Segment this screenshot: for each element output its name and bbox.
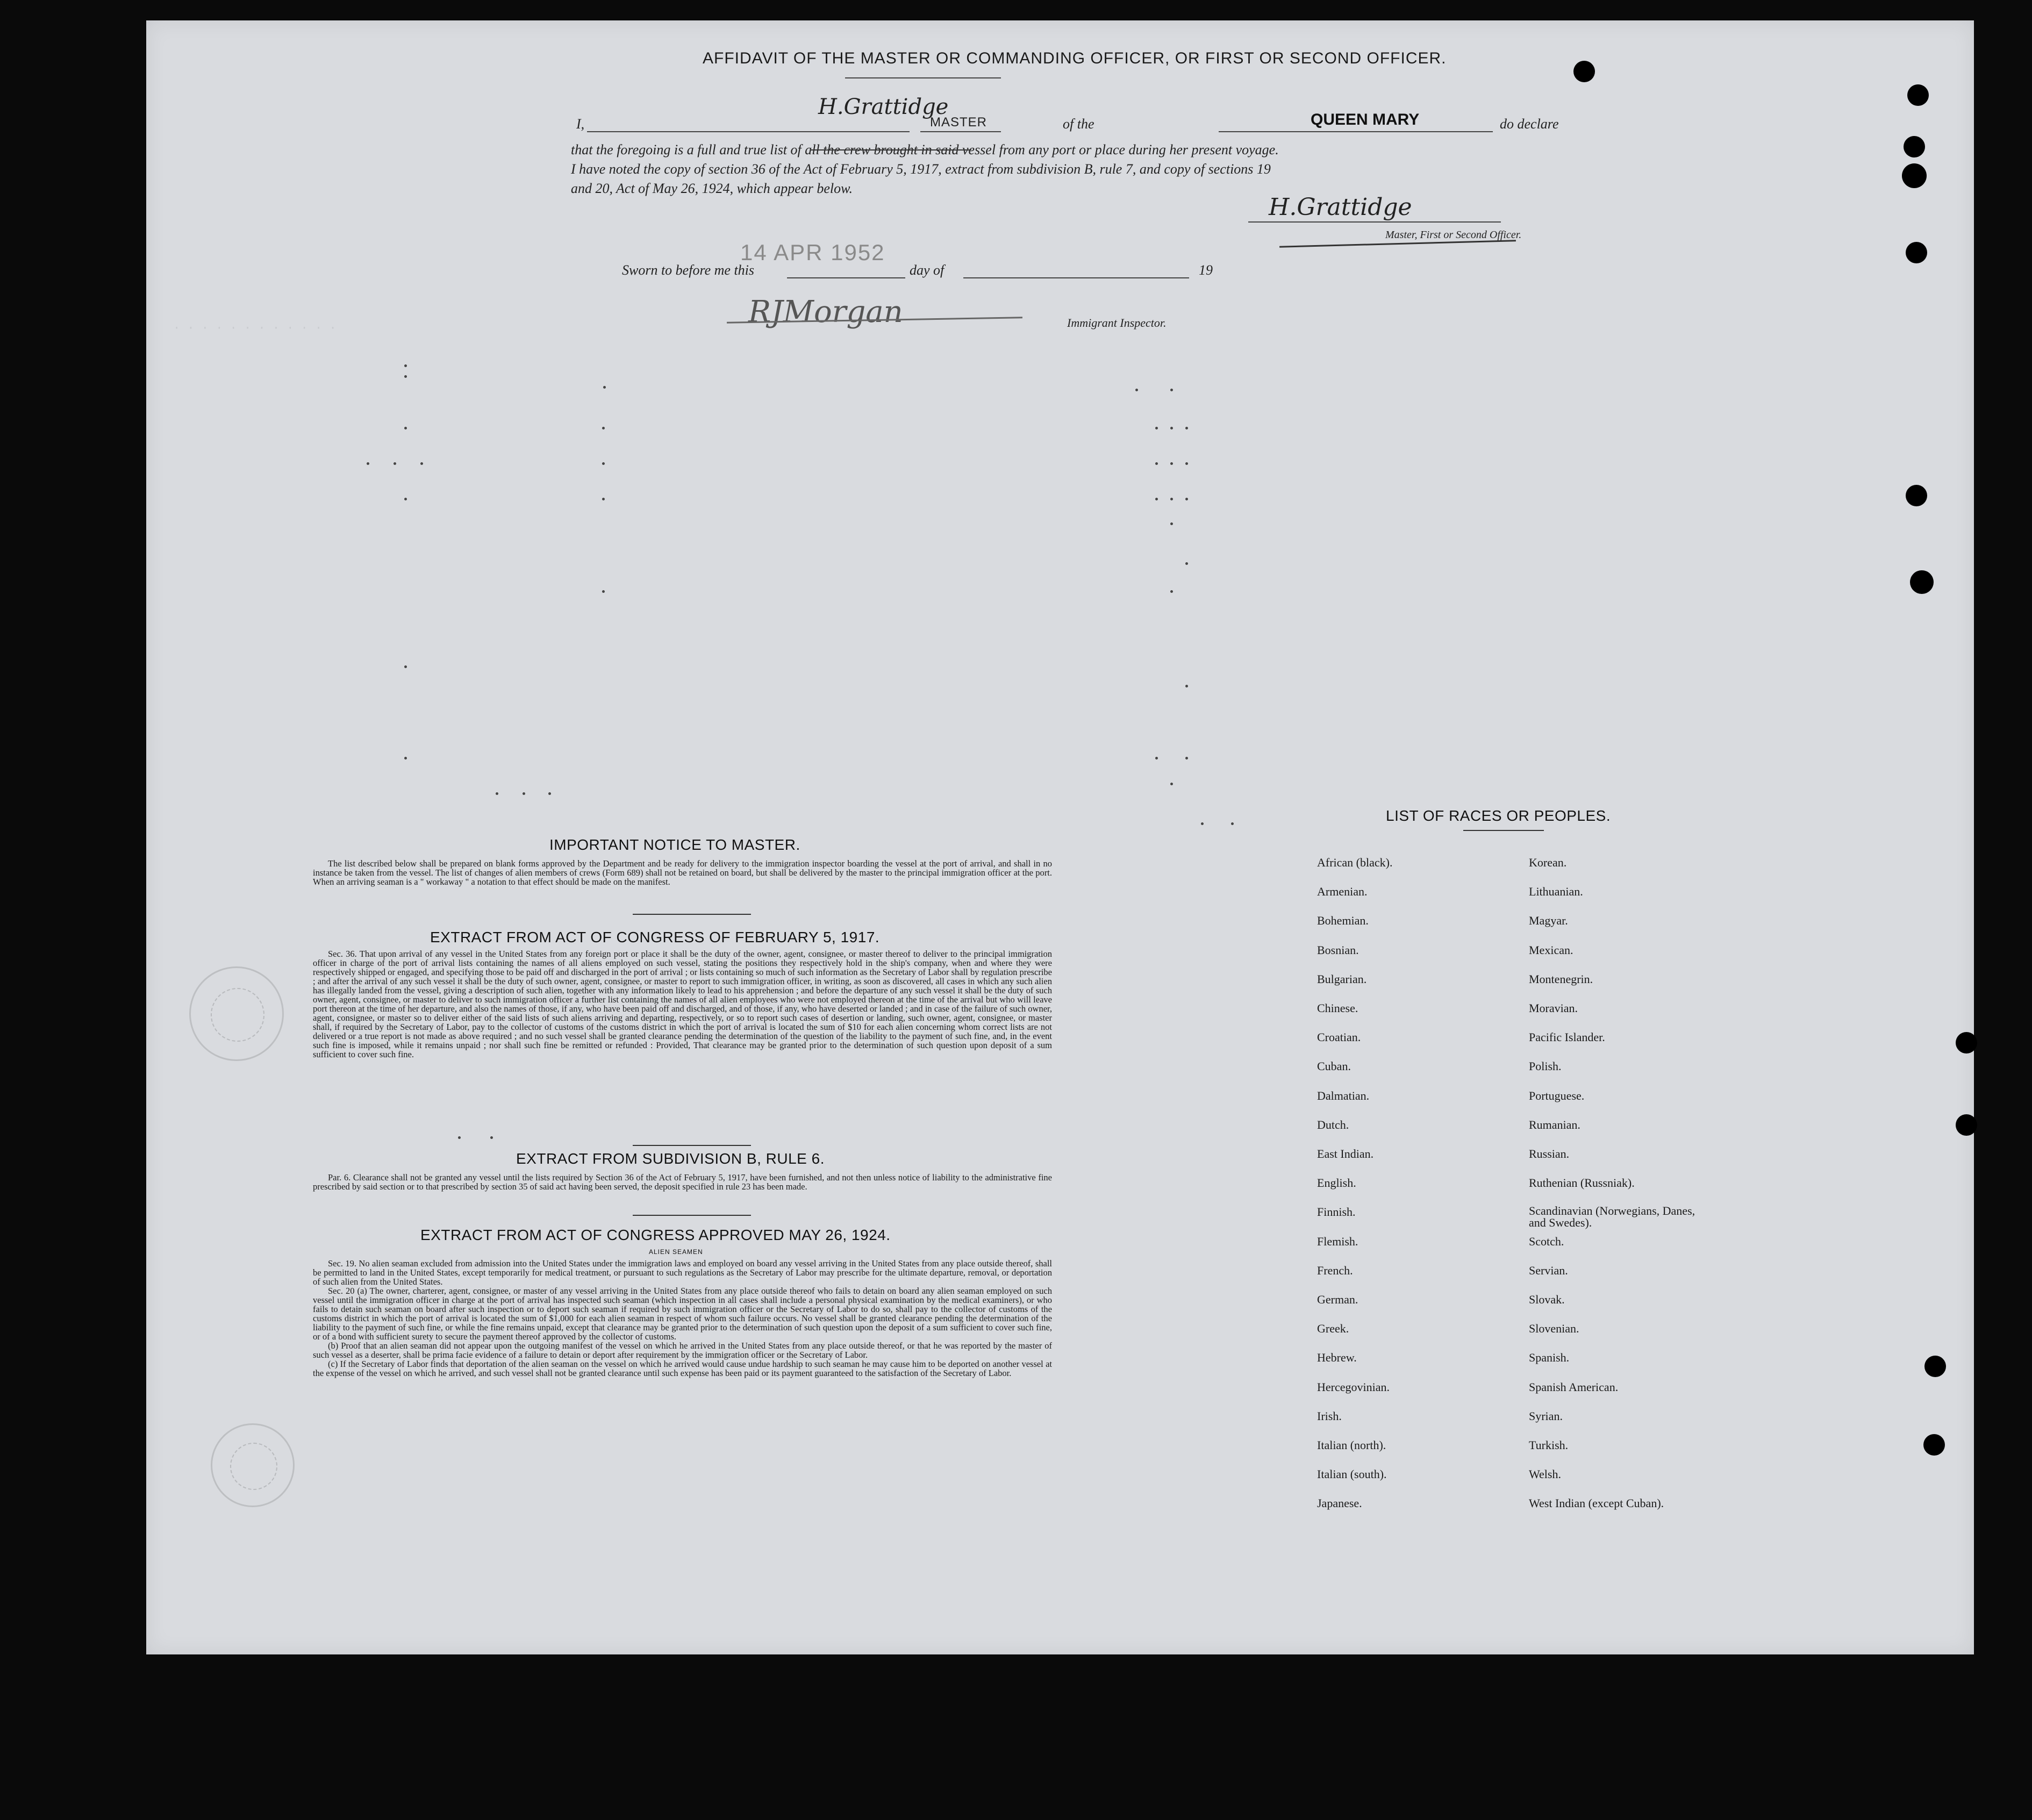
dot bbox=[1185, 685, 1188, 687]
inspector-signature: RJMorgan bbox=[748, 295, 903, 329]
affidavit-line2: that the foregoing is a full and true list of all the crew brought in said vessel from any port or place during her present voyage. bbox=[571, 142, 1279, 157]
race-item: Italian (south). bbox=[1317, 1467, 1387, 1481]
race-item: Hercegovinian. bbox=[1317, 1380, 1390, 1394]
dot bbox=[420, 462, 423, 465]
race-item: Bohemian. bbox=[1317, 914, 1369, 928]
dot bbox=[602, 427, 605, 429]
race-item: Armenian. bbox=[1317, 885, 1368, 899]
affidavit-line3: I have noted the copy of section 36 of the Act of February 5, 1917, extract from subdivision B, rule 7, and copy of sections 19 bbox=[571, 161, 1271, 177]
dot bbox=[404, 375, 407, 378]
rule6-paragraph: Par. 6. Clearance shall not be granted any vessel until the lists required by Section 36 of the Act of February 5, 1917, have been furnished, and not then unless notice of liability to the administrative fine prescribed by said section or to that prescribed by section 35 of said act having been served, the deposit specified in rule 23 has been made. bbox=[313, 1172, 1052, 1192]
race-item: English. bbox=[1317, 1176, 1356, 1190]
race-item: French. bbox=[1317, 1263, 1353, 1277]
race-item: Ruthenian (Russniak). bbox=[1529, 1176, 1635, 1190]
race-item: West Indian (except Cuban). bbox=[1529, 1496, 1664, 1510]
punch-hole bbox=[1902, 163, 1927, 188]
title-rule bbox=[845, 77, 1001, 78]
official-seal bbox=[211, 1423, 295, 1507]
dot bbox=[404, 364, 407, 367]
race-item: Hebrew. bbox=[1317, 1351, 1357, 1365]
rule6-text bbox=[313, 1173, 1052, 1191]
affidavit-line4: and 20, Act of May 26, 1924, which appear below. bbox=[571, 181, 853, 196]
race-item: Cuban. bbox=[1317, 1059, 1351, 1073]
race-item: Dalmatian. bbox=[1317, 1088, 1370, 1102]
dot bbox=[1170, 462, 1173, 465]
race-item: Lithuanian. bbox=[1529, 885, 1583, 899]
signature-line bbox=[1248, 221, 1501, 223]
extract-1924-title: EXTRACT FROM ACT OF CONGRESS APPROVED MAY 26, 1924. bbox=[420, 1227, 891, 1243]
race-item: Italian (north). bbox=[1317, 1438, 1386, 1452]
dot bbox=[1170, 522, 1173, 525]
dot bbox=[602, 462, 605, 465]
day-of-label: day of bbox=[910, 262, 945, 278]
race-item: Servian. bbox=[1529, 1263, 1568, 1277]
race-item: Russian. bbox=[1529, 1147, 1570, 1160]
race-item: Slovak. bbox=[1529, 1293, 1565, 1306]
dot bbox=[496, 792, 498, 795]
race-item: Irish. bbox=[1317, 1409, 1342, 1423]
dot bbox=[1155, 498, 1158, 500]
sworn-day-line bbox=[787, 277, 905, 278]
dot bbox=[1170, 590, 1173, 593]
race-item: Pacific Islander. bbox=[1529, 1030, 1605, 1044]
dot bbox=[458, 1136, 461, 1139]
year-prefix: 19 bbox=[1199, 262, 1213, 278]
race-item: Spanish. bbox=[1529, 1351, 1570, 1365]
dot bbox=[404, 665, 407, 668]
dot bbox=[523, 792, 525, 795]
punch-hole bbox=[1906, 242, 1927, 263]
extract-1924-text bbox=[313, 1259, 1052, 1378]
punch-hole bbox=[1924, 1356, 1946, 1377]
rank-value: MASTER bbox=[930, 115, 988, 130]
race-item: Bulgarian. bbox=[1317, 972, 1367, 986]
dot bbox=[1185, 462, 1188, 465]
dot bbox=[1155, 757, 1158, 759]
race-item: Dutch. bbox=[1317, 1117, 1349, 1131]
sworn-prefix: Sworn to before me this bbox=[622, 262, 755, 278]
punch-hole bbox=[1907, 84, 1929, 106]
month-line bbox=[963, 277, 1189, 278]
races-title: LIST OF RACES OR PEOPLES. bbox=[1386, 807, 1611, 824]
extract-1917-paragraph: Sec. 36. That upon arrival of any vessel in the United States from any foreign port or place it shall be the duty of the owner, agent, consignee, or master thereof to deliver to the principal immigration officer in charge of the port of arrival lists containing the names of all aliens employed on such vessel, stating the positions they respectively hold in the ship's company, when and where they were respectively shipped or engaged, and specifying those to be paid off and discharged in the port of arrival ; or lists containing so much of such information as the Secretary of Labor shall by regulation prescribe ; and after the arrival of any such vessel it shall be the duty of such owner, agent, consignee, or master to report to such immigration officer, in writing, as soon as discovered, all cases in which any such alien has illegally landed from the vessel, giving a description of such alien, together with any information likely to lead to his apprehension ; and before the departure of any such vessel it shall be the duty of such owner, agent, consignee, or master to deliver to such immigration officer a further list containing the names of all alien employees who were not employed thereon at the time of the arrival but who will leave port thereon at the time of her departure, and also the names of those, if any, who have been paid off and discharged, and of those, if any, who have deserted or landed ; and in case of the failure of such owner, agent, consignee, or master so to deliver either of the said lists of such aliens arriving and departing, respectively, or so to report such cases of desertion or landing, such owner, agent, consignee, or master shall, if required by the Secretary of Labor, pay to the collector of customs of the customs district in which the port of arrival is located the sum of $10 for each alien concerning whom correct lists are not delivered or a true report is not made as above required ; and no such vessel shall be granted clearance pending the determination of the question of the liability to the payment of such fine, and, in the event such fine is imposed, while it remains unpaid ; nor shall such fine be remitted or refunded : Provided, That clearance may be granted prior to the determination of such question upon deposit of a sum sufficient to cover such fine. bbox=[313, 949, 1052, 1059]
dot bbox=[1185, 562, 1188, 565]
alien-seamen-subtitle: ALIEN SEAMEN bbox=[649, 1248, 703, 1256]
race-item: East Indian. bbox=[1317, 1147, 1374, 1160]
sec20a-paragraph: Sec. 20 (a) The owner, charterer, agent, consignee, or master of any vessel arriving in the United States from any place outside thereof who fails to detain on board any alien seaman employed on such vessel until the immigration officer in charge at the port of arrival has inspected such seaman (which inspection in all cases shall include a personal physical examination by the medical examiners), or who fails to detain such seaman on board after such inspection or to deport such seaman if required by such immigration officer or the Secretary of Labor to do so, shall pay to the collector of customs of the customs district in which the port of arrival is located the sum of $1,000 for each alien seaman in respect of whom such failure occurs. No vessel shall be granted clearance pending the determination of the liability to the payment of such fine, or while the fine remains unpaid, except that clearance may be granted prior to the determination of such question upon the deposit of a sum sufficient to cover such fine, or of a bond with sufficient surety to secure the payment thereof approved by the collector of customs. bbox=[313, 1286, 1052, 1342]
punch-hole bbox=[1956, 1032, 1977, 1054]
dot bbox=[603, 386, 606, 389]
race-item: African (black). bbox=[1317, 856, 1393, 869]
vessel-line bbox=[1219, 131, 1493, 132]
inspector-caption: Immigrant Inspector. bbox=[1067, 316, 1167, 329]
punch-hole bbox=[1573, 61, 1595, 82]
race-item: Turkish. bbox=[1529, 1438, 1569, 1452]
rank-line bbox=[920, 131, 1001, 132]
punch-hole bbox=[1904, 136, 1925, 157]
section-rule bbox=[633, 1145, 751, 1146]
dot bbox=[1231, 822, 1234, 825]
sec20c-paragraph: (c) If the Secretary of Labor finds that deportation of the alien seaman on the vessel on which he arrived would cause undue hardship to such seaman he may cause him to be deported on another vessel at the expense of the vessel on which he arrived, and such vessel shall not be granted clearance until such expense has been paid or its payment guaranteed to the satisfaction of the Secretary of Labor. bbox=[313, 1359, 1052, 1378]
notice-paragraph: The list described below shall be prepared on blank forms approved by the Department and be ready for delivery to the immigration inspector boarding the vessel at the port of arrival, and shall in no instance be taken from the vessel. The list of changes of alien members of crews (Form 689) shall not be retained on board, but shall be delivered by the master to the principal immigration officer at the port. When an arriving seaman is a " workaway " a notation to that effect should be made on the manifest. bbox=[313, 858, 1052, 887]
extract-1917-text bbox=[313, 949, 1052, 1059]
section-rule bbox=[633, 914, 751, 915]
race-item: Bosnian. bbox=[1317, 943, 1359, 957]
affidavit-line1-prefix: I, bbox=[576, 116, 585, 132]
race-item: Japanese. bbox=[1317, 1496, 1362, 1510]
rule6-title: EXTRACT FROM SUBDIVISION B, RULE 6. bbox=[516, 1150, 825, 1167]
race-item: Montenegrin. bbox=[1529, 972, 1593, 986]
dot bbox=[404, 757, 407, 759]
race-item: Chinese. bbox=[1317, 1001, 1358, 1015]
official-seal bbox=[189, 966, 284, 1061]
race-item: Greek. bbox=[1317, 1322, 1349, 1336]
master-name-line bbox=[587, 131, 910, 132]
signature-caption: Master, First or Second Officer. bbox=[1385, 229, 1522, 241]
section-rule bbox=[633, 1215, 751, 1216]
notice-text bbox=[313, 859, 1052, 886]
punch-hole bbox=[1906, 485, 1927, 506]
dot bbox=[1170, 498, 1173, 500]
notice-title: IMPORTANT NOTICE TO MASTER. bbox=[549, 836, 800, 853]
race-item: Syrian. bbox=[1529, 1409, 1563, 1423]
race-item: Croatian. bbox=[1317, 1030, 1361, 1044]
races-title-rule bbox=[1463, 830, 1544, 831]
dot bbox=[1155, 462, 1158, 465]
dot bbox=[367, 462, 369, 465]
punch-hole bbox=[1956, 1114, 1977, 1136]
sec19-paragraph: Sec. 19. No alien seaman excluded from admission into the United States under the immigration laws and employed on board any vessel arriving in the United States from any place outside thereof, shall be permitted to land in the United States, except temporarily for medical treatment, or pursuant to such regulations as the Secretary of Labor may prescribe for the ultimate departure, removal, or deportation of such alien from the United States. bbox=[313, 1258, 1052, 1287]
dot bbox=[1170, 783, 1173, 785]
race-item: German. bbox=[1317, 1293, 1358, 1306]
race-item: Spanish American. bbox=[1529, 1380, 1619, 1394]
dot bbox=[1185, 498, 1188, 500]
dot bbox=[1185, 427, 1188, 429]
race-item: Mexican. bbox=[1529, 943, 1573, 957]
dot bbox=[602, 498, 605, 500]
bleed-through-text: · · · · · · · · · · · · bbox=[173, 321, 337, 335]
race-item: Korean. bbox=[1529, 856, 1567, 869]
race-item: Rumanian. bbox=[1529, 1117, 1580, 1131]
dot bbox=[404, 427, 407, 429]
race-item: Slovenian. bbox=[1529, 1322, 1579, 1336]
sec20b-paragraph: (b) Proof that an alien seaman did not appear upon the outgoing manifest of the vessel on which he arrived in the United States from any place outside thereof, or that he was reported by the master of such vessel as a deserter, shall be prima facie evidence of a failure to detain or deport after requirement by the immigration officer or the Secretary of Labor. bbox=[313, 1341, 1052, 1360]
dot bbox=[404, 498, 407, 500]
punch-hole bbox=[1910, 570, 1934, 594]
do-declare-label: do declare bbox=[1500, 116, 1559, 132]
dot bbox=[1201, 822, 1204, 825]
dot bbox=[490, 1136, 493, 1139]
race-item: Polish. bbox=[1529, 1059, 1562, 1073]
dot bbox=[393, 462, 396, 465]
race-item: Finnish. bbox=[1317, 1205, 1356, 1219]
race-item: Flemish. bbox=[1317, 1234, 1358, 1248]
extract-1917-title: EXTRACT FROM ACT OF CONGRESS OF FEBRUARY 5, 1917. bbox=[430, 929, 880, 945]
race-item: Portuguese. bbox=[1529, 1088, 1585, 1102]
master-signature-2: H.Grattidge bbox=[1269, 194, 1412, 221]
strikethrough bbox=[810, 149, 971, 151]
dot bbox=[1135, 389, 1138, 391]
dot bbox=[1155, 427, 1158, 429]
race-item: Moravian. bbox=[1529, 1001, 1578, 1015]
race-item: Magyar. bbox=[1529, 914, 1568, 928]
dot bbox=[1185, 757, 1188, 759]
of-the-label: of the bbox=[1063, 116, 1094, 132]
race-item: Scandinavian (Norwegians, Danes, and Swedes). bbox=[1529, 1204, 1695, 1230]
race-item: Scotch. bbox=[1529, 1234, 1564, 1248]
dot bbox=[602, 590, 605, 593]
affidavit-title: AFFIDAVIT OF THE MASTER OR COMMANDING OFFICER, OR FIRST OR SECOND OFFICER. bbox=[703, 49, 1447, 67]
document-page bbox=[146, 20, 1974, 1654]
dot bbox=[548, 792, 551, 795]
punch-hole bbox=[1923, 1434, 1945, 1456]
master-signature: H.Grattidge bbox=[818, 95, 949, 119]
race-item: Welsh. bbox=[1529, 1467, 1561, 1481]
dot bbox=[1170, 389, 1173, 391]
vessel-name: QUEEN MARY bbox=[1311, 111, 1420, 128]
dot bbox=[1170, 427, 1173, 429]
sworn-date-stamp: 14 APR 1952 bbox=[740, 240, 885, 265]
